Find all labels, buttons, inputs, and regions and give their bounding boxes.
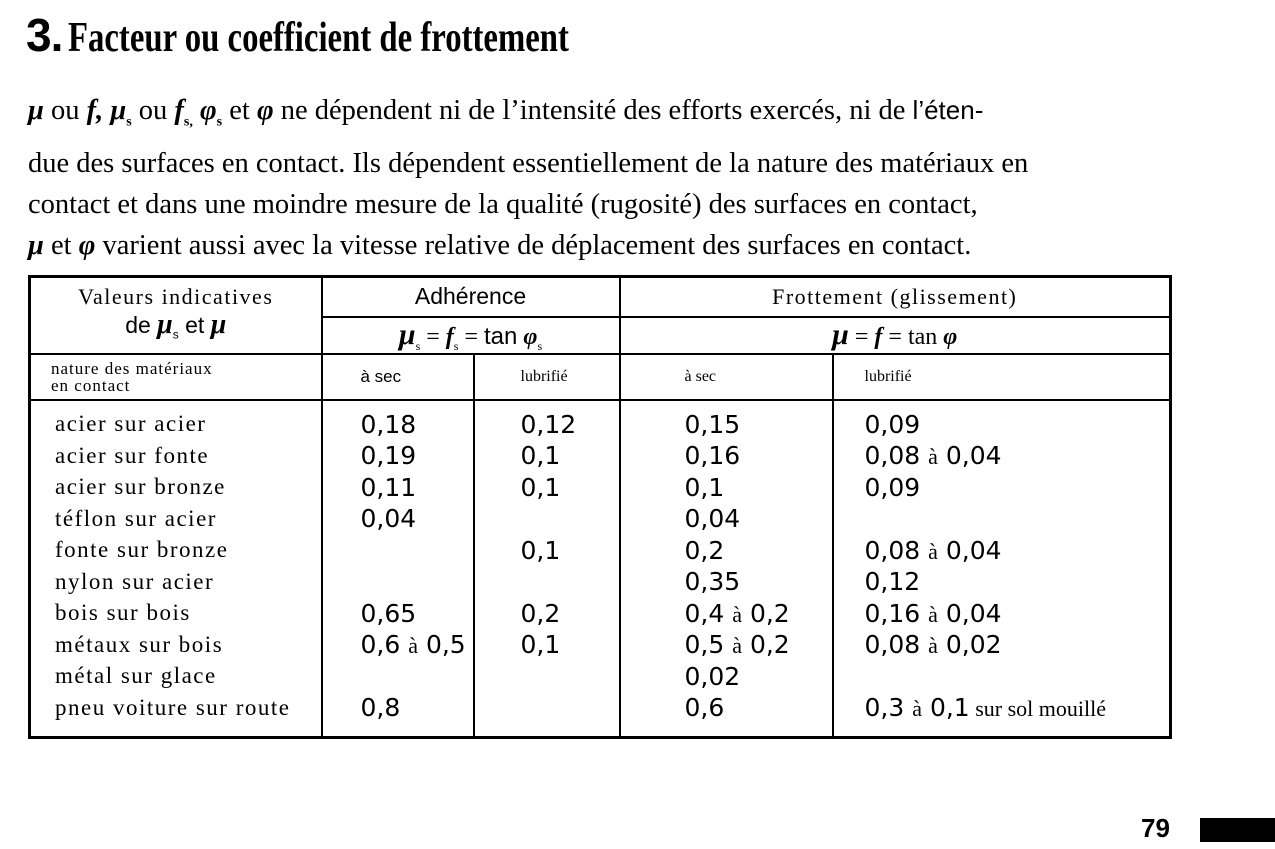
value-frottement-lubrifie: 0,08 à 0,02: [833, 629, 1171, 661]
value-adherence-lubrifie: [474, 566, 620, 598]
table-row: [30, 566, 1171, 598]
value-frottement-sec: 0,16: [620, 440, 833, 472]
col-header-adherence-sec: à sec: [322, 354, 474, 400]
material-pair: fonte sur bronze: [55, 537, 229, 563]
value-adherence-sec: 0,65: [322, 597, 474, 629]
header-row-columns: [30, 354, 1171, 400]
value-frottement-sec: 0,1: [620, 471, 833, 503]
intro-text: et: [222, 95, 257, 126]
friction-coefficients-table: [28, 275, 1172, 739]
value-frottement-sec: 0,5 à 0,2: [620, 629, 833, 661]
table-row: [30, 503, 1171, 535]
value-adherence-lubrifie: 0,1: [474, 534, 620, 566]
value-adherence-lubrifie: [474, 660, 620, 692]
value-adherence-sec: [322, 534, 474, 566]
corner-header: [30, 277, 322, 355]
intro-text: ou: [43, 95, 87, 126]
value-adherence-sec: 0,19: [322, 440, 474, 472]
value-frottement-sec: 0,02: [620, 660, 833, 692]
section-heading: [26, 8, 711, 62]
value-adherence-lubrifie: [474, 503, 620, 535]
adherence-title: Adhérence: [322, 277, 620, 317]
mus-symbol: $\mu_s$: [103, 95, 132, 130]
section-title: Facteur ou coefficient de frottement: [68, 15, 570, 61]
value-adherence-lubrifie: 0,1: [474, 629, 620, 661]
intro-text: et: [43, 229, 79, 261]
table-row: [30, 660, 1171, 692]
material-pair: métaux sur bois: [55, 631, 224, 657]
table-row: [30, 629, 1171, 661]
col-header-frottement-sec: à sec: [620, 354, 833, 400]
table-row: [30, 692, 1171, 724]
value-frottement-lubrifie: 0,3 à 0,1 sur sol mouillé: [833, 692, 1171, 724]
value-adherence-sec: 0,04: [322, 503, 474, 535]
value-frottement-lubrifie: 0,09: [833, 471, 1171, 503]
value-adherence-sec: [322, 660, 474, 692]
value-frottement-sec: 0,2: [620, 534, 833, 566]
value-frottement-lubrifie: 0,16 à 0,04: [833, 597, 1171, 629]
table-row: [30, 597, 1171, 629]
intro-text: ne dépendent ni de l’intensité des efforts exercés, ni de: [273, 95, 913, 126]
header-row-titles: [30, 277, 1171, 317]
material-pair: acier sur fonte: [55, 442, 210, 468]
col-header-adherence-lubrifie: lubrifié: [474, 354, 620, 400]
intro-line-3: contact et dans une moindre mesure de la qualité (rugosité) des surfaces en contact,: [28, 188, 978, 220]
value-frottement-lubrifie: [833, 503, 1171, 535]
table-row: [30, 440, 1171, 472]
value-frottement-lubrifie: 0,12: [833, 566, 1171, 598]
value-frottement-sec: 0,04: [620, 503, 833, 535]
value-adherence-sec: 0,18: [322, 408, 474, 440]
nature-header: nature des matériaux en contact: [30, 354, 322, 400]
mu-symbol: μ: [28, 95, 44, 126]
table-row: [30, 471, 1171, 503]
table-row: [30, 408, 1171, 440]
value-frottement-sec: 0,35: [620, 566, 833, 598]
material-pair: métal sur glace: [55, 663, 217, 689]
value-adherence-lubrifie: 0,1: [474, 440, 620, 472]
frottement-title: Frottement (glissement): [620, 277, 1171, 317]
material-pair: acier sur bronze: [55, 474, 226, 500]
phi-symbol: φ: [78, 229, 96, 261]
page-number: 79: [1141, 813, 1170, 843]
intro-line-2: due des surfaces en contact. Ils dépendent essentiellement de la nature des matériaux en: [28, 147, 1029, 179]
value-frottement-lubrifie: 0,08 à 0,04: [833, 440, 1171, 472]
value-adherence-sec: [322, 566, 474, 598]
material-pair: acier sur acier: [55, 411, 207, 437]
value-frottement-sec: 0,6: [620, 692, 833, 724]
material-pair: bois sur bois: [55, 600, 191, 626]
material-pair: nylon sur acier: [55, 568, 215, 594]
col-header-frottement-lubrifie: lubrifié: [833, 354, 1171, 400]
intro-text-hyphen: l’éten-: [912, 95, 984, 125]
f-symbol: f,: [86, 95, 104, 126]
fs-symbol: $f_{s,}$: [174, 95, 193, 130]
value-frottement-sec: 0,4 à 0,2: [620, 597, 833, 629]
intro-text: ou: [131, 95, 175, 126]
corner-header-line-1: Valeurs indicatives: [78, 283, 274, 309]
mu-symbol: μ: [28, 229, 44, 261]
value-adherence-sec: 0,11: [322, 471, 474, 503]
phis-symbol: $\varphi_s$: [192, 95, 223, 130]
value-adherence-lubrifie: 0,12: [474, 408, 620, 440]
value-adherence-sec: 0,6 à 0,5: [322, 629, 474, 661]
material-pair: pneu voiture sur route: [55, 694, 291, 720]
value-adherence-lubrifie: [474, 692, 620, 724]
intro-text: varient aussi avec la vitesse relative de déplacement des surfaces en contact.: [95, 229, 972, 261]
value-frottement-sec: 0,15: [620, 408, 833, 440]
intro-paragraph: [28, 90, 1178, 266]
value-frottement-lubrifie: [833, 660, 1171, 692]
intro-line-1: [28, 90, 1178, 143]
value-adherence-lubrifie: 0,1: [474, 471, 620, 503]
material-pair: téflon sur acier: [55, 505, 217, 531]
page-marker-bar: [1200, 818, 1275, 842]
section-number: 3.: [26, 9, 63, 61]
phi-symbol: φ: [256, 95, 274, 126]
value-adherence-lubrifie: 0,2: [474, 597, 620, 629]
adherence-formula: $\mu_s = f_s = \tan \varphi_s$: [322, 317, 620, 355]
frottement-formula: μ = f = tan φ: [620, 317, 1171, 355]
intro-line-4: [28, 225, 1178, 266]
value-frottement-lubrifie: 0,09: [833, 408, 1171, 440]
table-row: [30, 534, 1171, 566]
value-frottement-lubrifie: 0,08 à 0,04: [833, 534, 1171, 566]
corner-header-line-2: de $\mu_s$ et μ: [125, 308, 227, 342]
value-adherence-sec: 0,8: [322, 692, 474, 724]
